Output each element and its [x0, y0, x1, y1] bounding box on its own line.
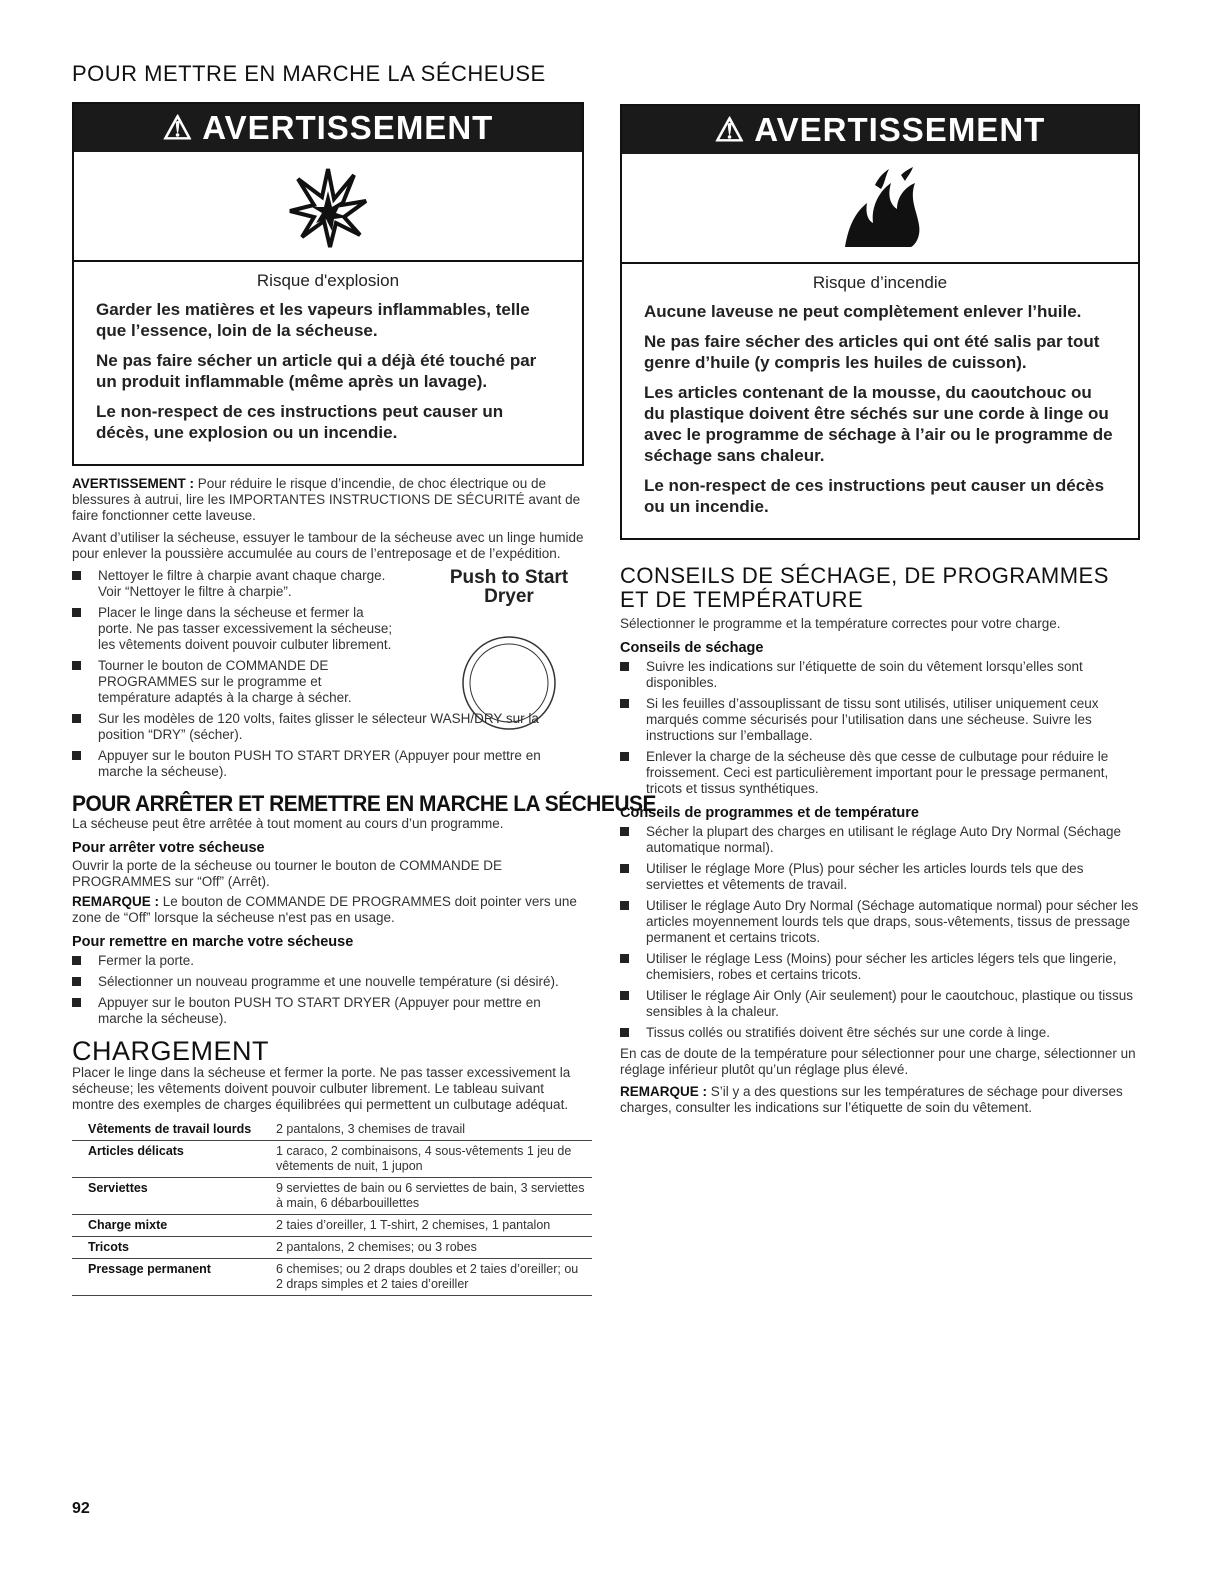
warning-title: ⚠ AVERTISSEMENT: [622, 106, 1138, 154]
list-item: Sélectionner un nouveau programme et une nouvelle température (si désiré).: [72, 974, 584, 990]
list-item: Si les feuilles d’assouplissant de tissu sont utilisés, utiliser uniquement ceux marqués comme sécurisés pour l’utilisation dans une sécheuse. Suivre les instructions sur l’emballage.: [620, 696, 1140, 744]
warning-triangle-icon: ⚠: [714, 111, 746, 148]
warning-text-3: Le non-respect de ces instructions peut causer un décès, une explosion ou un incendie.: [96, 402, 504, 442]
dry-tips-list: [620, 659, 1140, 797]
warning-text-2: Ne pas faire sécher des articles qui ont été salis par tout genre d’huile (y compris les huiles de cuisson).: [644, 332, 1100, 372]
dry-tips-subheading: Conseils de séchage: [620, 640, 764, 656]
warning-title: ⚠ AVERTISSEMENT: [74, 104, 582, 152]
table-row: Articles délicats 1 caraco, 2 combinaisons, 4 sous-vêtements 1 jeu de vêtements de nuit, 1 jupon: [72, 1141, 592, 1178]
load-text: Placer le linge dans la sécheuse et fermer la porte. Ne pas tasser excessivement la sécheuse; les vêtements doivent pouvoir culbuter librement. Le tableau suivant montre des exemples de charges équilibrées qui permettent un culbutage adéquat.: [72, 1065, 571, 1112]
list-item: Nettoyer le filtre à charpie avant chaque charge. Voir “Nettoyer le filtre à charpie”.: [72, 568, 398, 600]
list-item: Utiliser le réglage Air Only (Air seulement) pour le caoutchouc, plastique ou tissus sensibles à la chaleur.: [620, 988, 1140, 1020]
list-item: Utiliser le réglage More (Plus) pour sécher les articles lourds tels que des serviettes et vêtements de travail.: [620, 861, 1140, 893]
load-heading: CHARGEMENT: [72, 1036, 270, 1066]
warning-text-1: Garder les matières et les vapeurs inflammables, telle que l’essence, loin de la sécheuse.: [96, 300, 530, 340]
avert-paragraph: AVERTISSEMENT : Pour réduire le risque d’incendie, de choc électrique ou de blessures à autrui, lire les IMPORTANTES INSTRUCTIONS DE SÉCURITÉ avant de faire fonctionner cette laveuse.: [72, 476, 581, 523]
right-column: [620, 104, 1140, 1116]
risk-label: Risque d'explosion: [256, 271, 400, 290]
stop-subheading: Pour arrêter votre sécheuse: [72, 840, 265, 856]
push-to-start-label: Push to Start Dryer: [434, 568, 584, 742]
list-item: Sécher la plupart des charges en utilisant le réglage Auto Dry Normal (Séchage automatique normal).: [620, 824, 1140, 856]
list-item: Suivre les indications sur l’étiquette de soin du vêtement lorsqu’elles sont disponibles.: [620, 659, 1140, 691]
list-item: Fermer la porte.: [72, 953, 584, 969]
table-row: Serviettes 9 serviettes de bain ou 6 serviettes de bain, 3 serviettes à main, 6 débarbouillettes: [72, 1178, 592, 1215]
right-note: REMARQUE : S’il y a des questions sur les températures de séchage pour diverses charges, consulter les indications sur l’étiquette de soin du vêtement.: [620, 1084, 1123, 1115]
tips-heading-line-1: CONSEILS DE SÉCHAGE, DE PROGRAMMES: [620, 563, 1109, 588]
table-row: Vêtements de travail lourds 2 pantalons, 3 chemises de travail: [88, 1122, 465, 1136]
stop-intro: La sécheuse peut être arrêtée à tout moment au cours d’un programme.: [72, 816, 504, 831]
list-item: Sur les modèles de 120 volts, faites glisser le sélecteur WASH/DRY sur la position “DRY” (sécher).: [72, 711, 584, 743]
restart-steps-list: [72, 953, 584, 1027]
list-item: Tourner le bouton de COMMANDE DE PROGRAMMES sur le programme et température adaptés à la charge à sécher.: [72, 658, 398, 706]
left-column: [72, 61, 656, 1296]
explosion-icon: [74, 152, 582, 262]
program-tips-list: [620, 824, 1140, 1041]
table-row: Charge mixte 2 taies d’oreiller, 1 T-shirt, 2 chemises, 1 pantalon: [72, 1215, 592, 1237]
warning-triangle-icon: ⚠: [162, 109, 194, 146]
restart-subheading: Pour remettre en marche votre sécheuse: [72, 934, 354, 950]
explosion-warning-box: [72, 102, 584, 466]
list-item: Appuyer sur le bouton PUSH TO START DRYER (Appuyer pour mettre en marche la sécheuse).: [72, 748, 584, 780]
loads-table: [72, 1119, 592, 1296]
fire-warning-box: [620, 104, 1140, 540]
table-row: Tricots 2 pantalons, 2 chemises; ou 3 robes: [72, 1237, 592, 1259]
start-heading: POUR METTRE EN MARCHE LA SÉCHEUSE: [72, 61, 546, 86]
fire-icon: [622, 154, 1138, 264]
list-item: Placer le linge dans la sécheuse et fermer la porte. Ne pas tasser excessivement la sécheuse; les vêtements doivent pouvoir culbuter librement.: [72, 605, 398, 653]
warning-text-4: Le non-respect de ces instructions peut causer un décès ou un incendie.: [644, 476, 1105, 516]
tips-intro: Sélectionner le programme et la température correctes pour votre charge.: [620, 616, 1061, 631]
list-item: Enlever la charge de la sécheuse dès que cesse de culbutage pour réduire le froissement. Ceci est particulièrement important pour le pressage permanent, tricots et tissus synthétiques.: [620, 749, 1140, 797]
risk-label: Risque d’incendie: [812, 273, 948, 292]
before-use-paragraph: Avant d’utiliser la sécheuse, essuyer le tambour de la sécheuse avec un linge humide pour enlever la poussière accumulée au cours de l’entreposage et de l’expédition.: [72, 530, 584, 561]
list-item: Utiliser le réglage Less (Moins) pour sécher les articles légers tels que lingerie, chemisiers, robes et certains tricots.: [620, 951, 1140, 983]
program-tips-subheading: Conseils de programmes et de température: [620, 805, 919, 821]
warning-text-2: Ne pas faire sécher un article qui a déjà été touché par un produit inflammable (même après un lavage).: [96, 351, 537, 391]
table-row: Pressage permanent 6 chemises; ou 2 draps doubles et 2 taies d’oreiller; ou 2 draps simples et 2 taies d’oreiller: [72, 1259, 592, 1296]
list-item: Utiliser le réglage Auto Dry Normal (Séchage automatique normal) pour sécher les articles moyennement lourds tels que draps, sous-vêtements, tissus de pressage permanent et certains tricots.: [620, 898, 1140, 946]
doubt-paragraph: En cas de doute de la température pour sélectionner pour une charge, sélectionner un réglage inférieur plutôt qu’un réglage plus élevé.: [620, 1046, 1136, 1077]
warning-text-1: Aucune laveuse ne peut complètement enlever l’huile.: [644, 302, 1082, 321]
page-number: 92: [72, 1500, 90, 1517]
stop-heading: POUR ARRÊTER ET REMETTRE EN MARCHE LA SÉCHEUSE: [72, 791, 656, 816]
start-steps-area: [72, 568, 584, 780]
list-item: Appuyer sur le bouton PUSH TO START DRYER (Appuyer pour mettre en marche la sécheuse).: [72, 995, 584, 1027]
stop-note: REMARQUE : Le bouton de COMMANDE DE PROGRAMMES doit pointer vers une zone de “Off” lorsque la sécheuse n'est pas en usage.: [72, 894, 577, 925]
tips-heading-line-2: ET DE TEMPÉRATURE: [620, 587, 864, 612]
stop-text: Ouvrir la porte de la sécheuse ou tourner le bouton de COMMANDE DE PROGRAMMES sur “Off” (Arrêt).: [72, 858, 502, 889]
list-item: Tissus collés ou stratifiés doivent être séchés sur une corde à linge.: [620, 1025, 1140, 1041]
warning-text-3: Les articles contenant de la mousse, du caoutchouc ou du plastique doivent être séchés sur une corde à linge ou avec le programme de séchage à l’air ou le programme de séchage sans chaleur.: [644, 383, 1113, 465]
